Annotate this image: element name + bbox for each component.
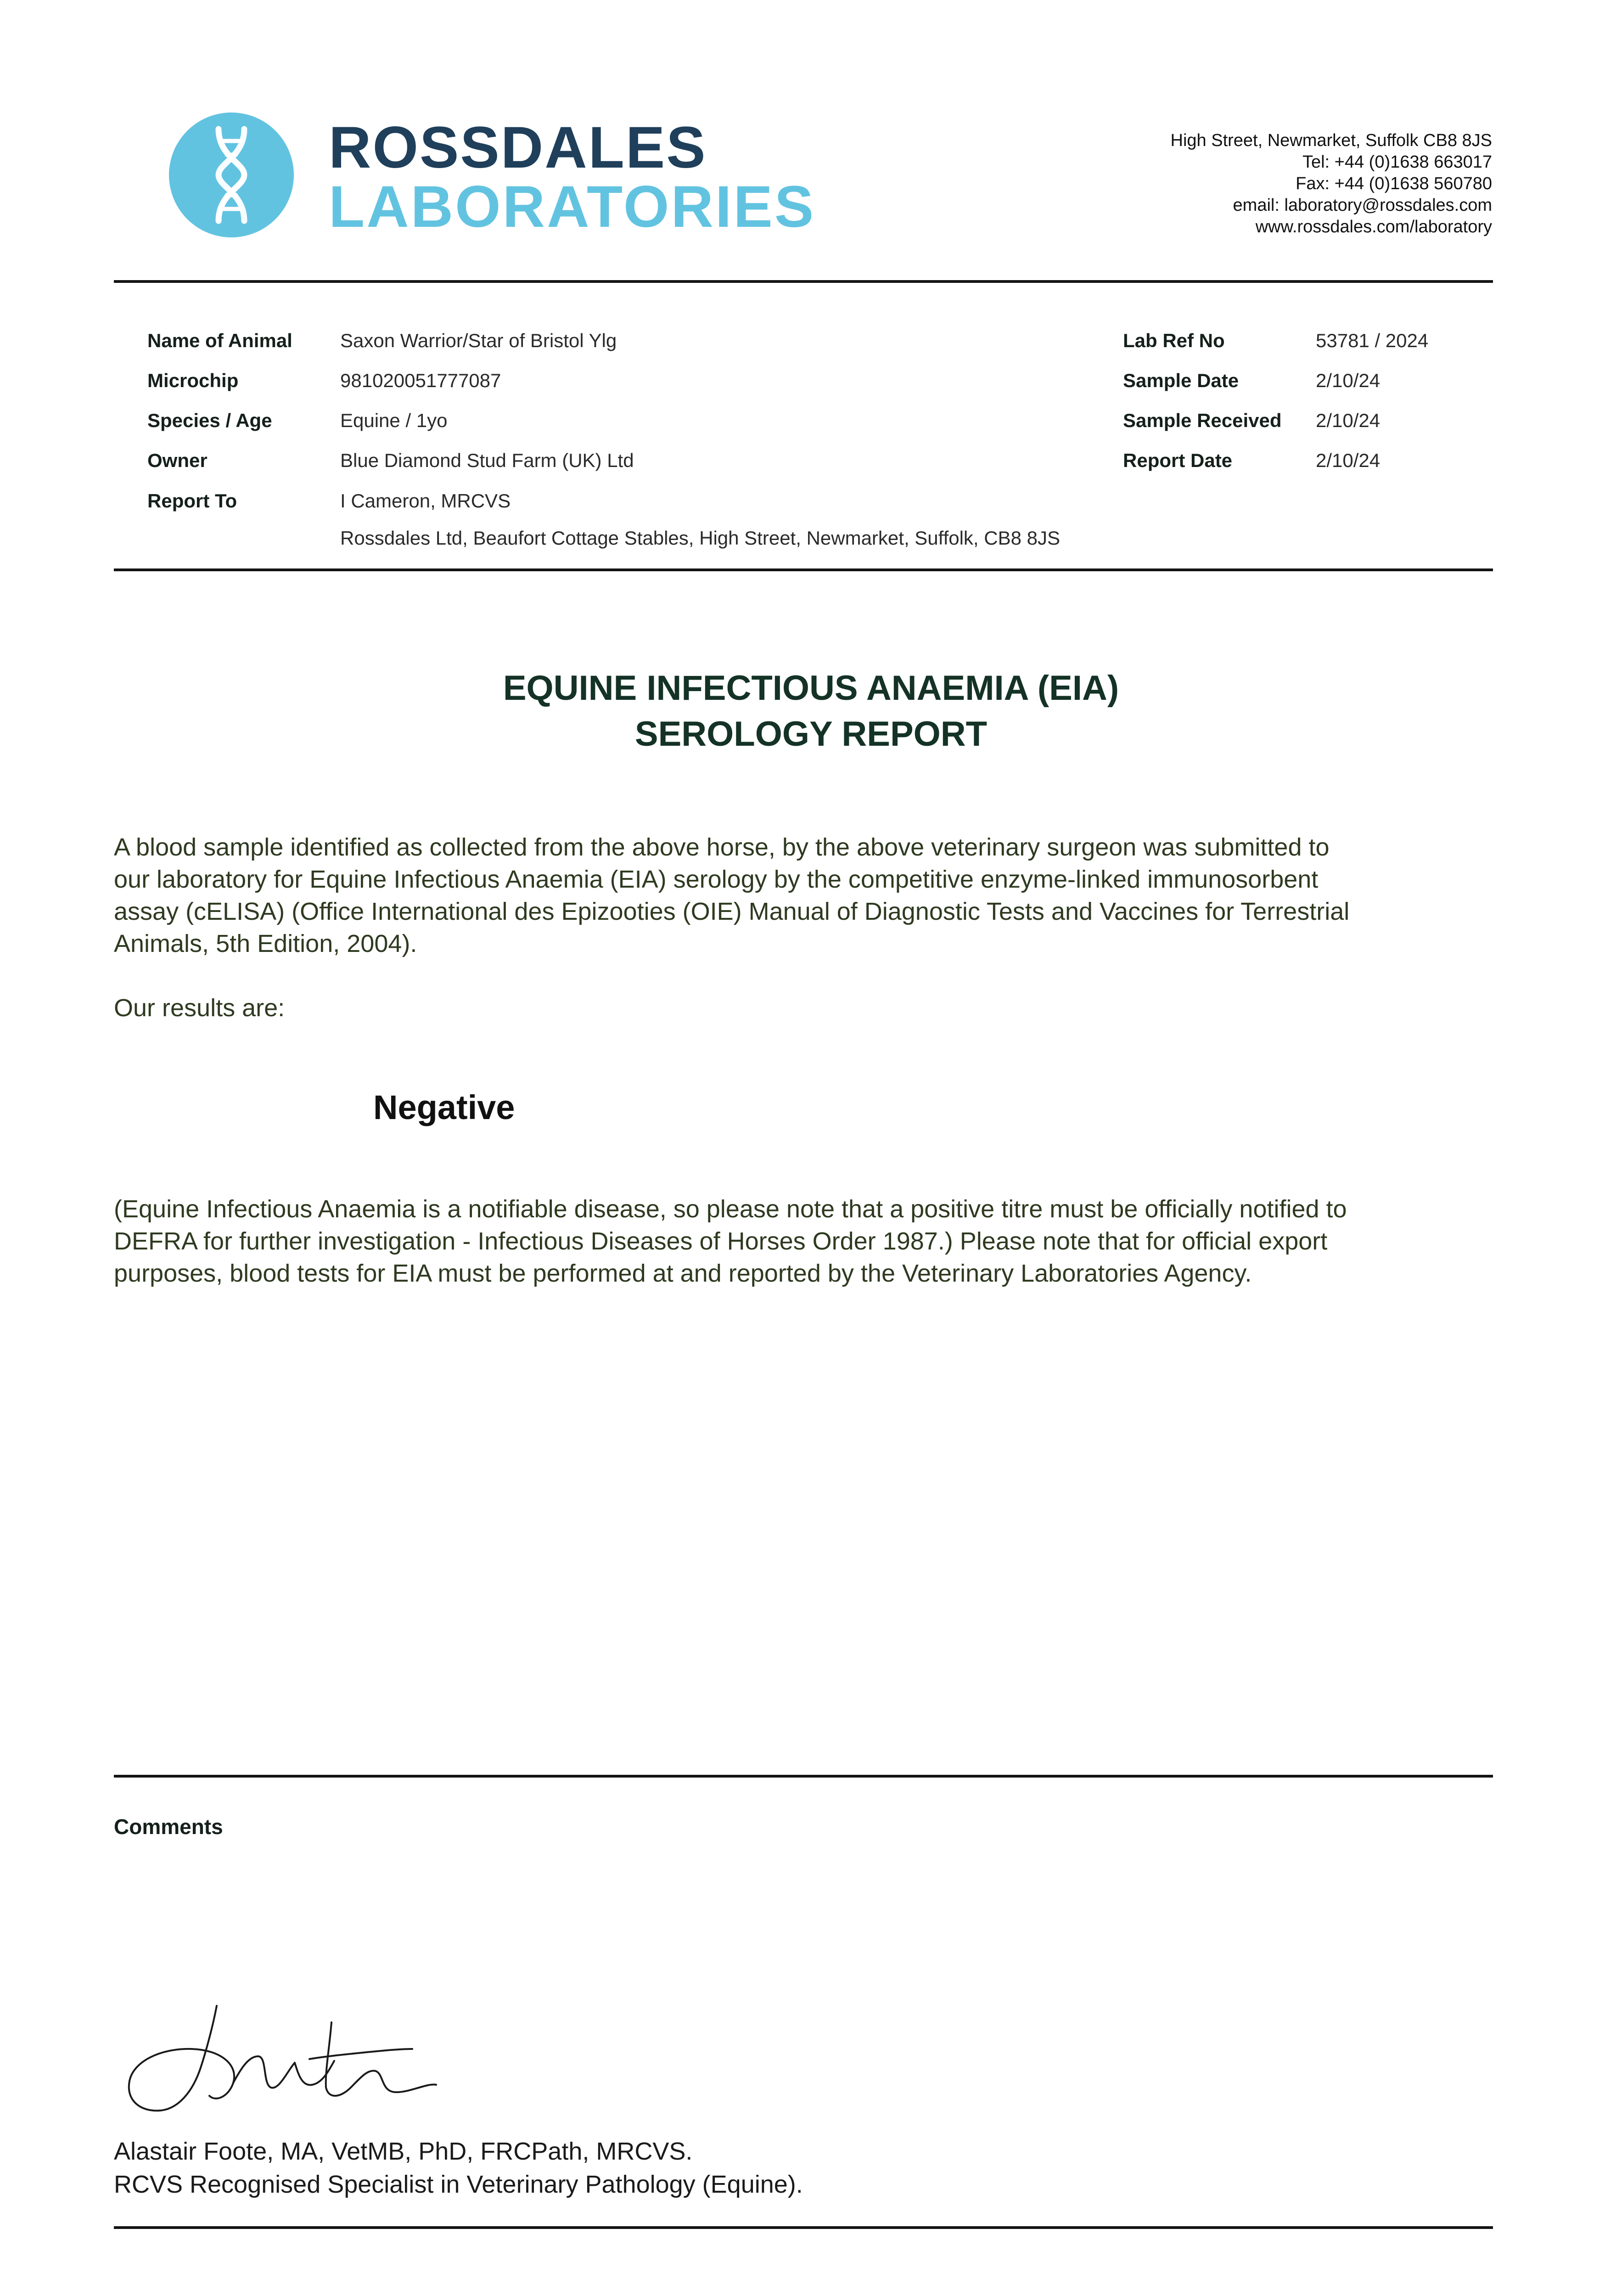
note-line: purposes, blood tests for EIA must be performed at and reported by the Veterinary Laboratories Agency. [114, 1260, 1252, 1287]
dna-helix-icon [169, 113, 294, 237]
sample-date-label: Sample Date [1123, 370, 1239, 391]
species-age-value: Equine / 1yo [340, 410, 448, 431]
contact-block [1171, 130, 1492, 238]
note-line: (Equine Infectious Anaemia is a notifiable disease, so please note that a positive titre must be officially notified to [114, 1195, 1347, 1223]
report-to-value: I Cameron, MRCVS [340, 490, 511, 512]
microchip-label: Microchip [147, 370, 239, 391]
intro-line: Animals, 5th Edition, 2004). [114, 930, 417, 957]
comments-divider [114, 1775, 1493, 1778]
lab-ref-value: 53781 / 2024 [1316, 330, 1429, 351]
animal-name-label: Name of Animal [147, 330, 292, 351]
intro-line: A blood sample identified as collected from the above horse, by the above veterinary surgeon was submitted to [114, 833, 1330, 861]
header-divider [114, 280, 1493, 283]
note-line: DEFRA for further investigation - Infectious Diseases of Horses Order 1987.) Please note that for official export [114, 1227, 1328, 1255]
sample-received-value: 2/10/24 [1316, 410, 1381, 431]
report-title-line2: SEROLOGY REPORT [634, 715, 988, 754]
animal-name-value: Saxon Warrior/Star of Bristol Ylg [340, 330, 617, 351]
contact-address: High Street, Newmarket, Suffolk CB8 8JS [1170, 131, 1492, 150]
species-age-label: Species / Age [147, 410, 272, 431]
report-date-label: Report Date [1123, 450, 1233, 471]
report-date-value: 2/10/24 [1316, 450, 1381, 471]
owner-label: Owner [147, 450, 208, 471]
contact-email[interactable]: email: laboratory@rossdales.com [1233, 196, 1492, 215]
sample-received-label: Sample Received [1123, 410, 1282, 431]
sample-date-value: 2/10/24 [1316, 370, 1381, 391]
info-divider [114, 568, 1493, 571]
lab-ref-label: Lab Ref No [1123, 330, 1225, 351]
intro-paragraph [114, 831, 1496, 960]
contact-website[interactable]: www.rossdales.com/laboratory [1255, 217, 1492, 236]
microchip-value: 981020051777087 [340, 370, 501, 391]
intro-line: assay (cELISA) (Office International des Epizooties (OIE) Manual of Diagnostic Tests and Vaccines for Terrestrial [114, 898, 1350, 925]
note-paragraph [114, 1193, 1496, 1289]
contact-tel: Tel: +44 (0)1638 663017 [1302, 152, 1492, 172]
result-value: Negative [373, 1088, 515, 1126]
report-title-line1: EQUINE INFECTIOUS ANAEMIA (EIA) [503, 669, 1119, 708]
contact-fax: Fax: +44 (0)1638 560780 [1296, 174, 1492, 193]
report-to-label: Report To [147, 490, 237, 512]
footer-divider [114, 2226, 1493, 2229]
owner-value: Blue Diamond Stud Farm (UK) Ltd [340, 450, 634, 471]
results-intro: Our results are: [114, 994, 285, 1022]
brand-name-line2: LABORATORIES [329, 174, 816, 240]
intro-line: our laboratory for Equine Infectious Anaemia (EIA) serology by the competitive enzyme-linked immunosorbent [114, 866, 1319, 893]
comments-label: Comments [114, 1815, 223, 1839]
signatory-name: Alastair Foote, MA, VetMB, PhD, FRCPath, MRCVS. [114, 2138, 693, 2165]
brand-name-line1: ROSSDALES [329, 115, 707, 180]
signatory-title: RCVS Recognised Specialist in Veterinary Pathology (Equine). [114, 2171, 803, 2198]
report-to-address: Rossdales Ltd, Beaufort Cottage Stables, High Street, Newmarket, Suffolk, CB8 8JS [340, 527, 1061, 549]
handwritten-signature [124, 2002, 477, 2122]
